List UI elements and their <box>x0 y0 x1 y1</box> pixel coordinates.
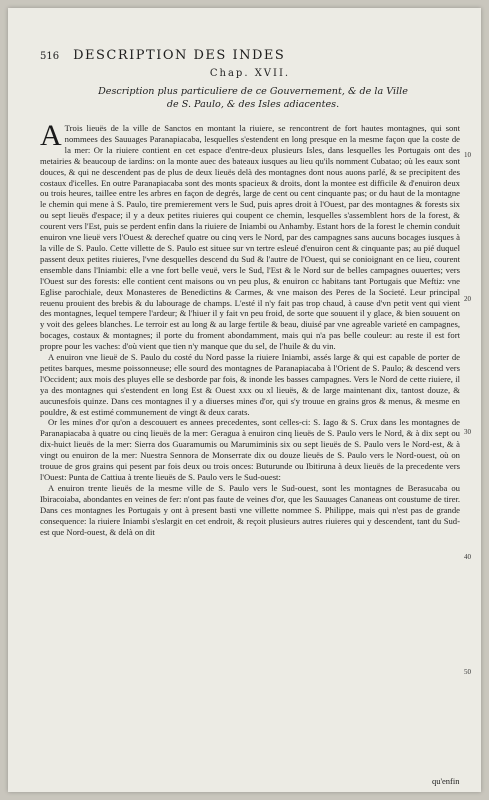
chapter-title-line-1: Description plus particuliere de ce Gouvernement, & de la Ville <box>98 86 408 97</box>
paragraph-2: A enuiron vne lieuë de S. Paulo du costé du Nord passe la riuiere Iniambi, assés large & qui est capable de porter de petites barques, mesme poissonneuse; elle sourd des montagnes de Paranapiacaba à l'Orient de S. Paulo; & descend vers l'Occident; aux mois des pluyes elle se desborde par fois, & inonde les basses campagnes. Vers le Nord de cette riuiere, il ya des montagnes qui s'estendent en long Est & Ouest xxx ou xl lieuës, & de large maintenant dix, tantost douze, & aucunesfois quinze. Dans ces montagnes il y a diuerses mines d'or, qui s'y trouue en grains gros & menus, & mesme en pouldre, & est estimé communement de vingt & deux carats. <box>40 352 460 417</box>
catchword: qu'enfin <box>432 776 460 786</box>
margin-line-number: 20 <box>464 295 471 303</box>
chapter-title-line-2: de S. Paulo, & des Isles adiacentes. <box>166 99 340 110</box>
page-header <box>40 48 460 63</box>
margin-line-number: 30 <box>464 428 471 436</box>
body-text <box>40 119 460 537</box>
chapter-number: Chap. XVII. <box>209 68 291 79</box>
running-head: DESCRIPTION DES INDES <box>73 48 286 63</box>
margin-line-number: 10 <box>464 151 471 159</box>
page-number: 516 <box>40 51 60 62</box>
margin-line-number: 40 <box>464 553 471 561</box>
paragraph-1-text: Trois lieuës de la ville de Sanctos en montant la riuiere, se rencontrent de fort hautes montagnes, qui sont nommees des Sauuages Paranapiacaba, lesquelles s'estendent en long presque en la mesme façon que la coste de la mer: Or la riuiere contient en cet espace d'entre-deux plusieurs Isles, dans lesquelles les Portugais ont des metairies & beaucoup de iardins: on la monte auec des bateaux iusques au lieu qu'ils nomment Cubatao; où les eaux sont douces, & qui ne descendent pas de plus de deux lieuës delà des montagnes dont nous auons parlé, & se precipitent des costaux d'icelles. En outre Paranapiacaba sont des monts spacieux & droits, dont la montee est difficile & d'enuiron deux ou trois heures, taillee entre les arbres en façon de degrés, large de cent ou cent cinquante pas; or du haut de la montagne le chemin qui mene à S. Paulo, tire premierement vers le Sud, puis apres droit à l'Ouest, par des montagnes & forests six ou sept lieuës d'espace; il y a deux petites riuieres qui coupent ce chemin, lesquelles s'assemblent hors de la forest, & courent vers l'Est, puis se perdent enfin dans la riuiere de Iniambi ou Anhamby. Estant hors de la forest le chemin conduit enuiron vne lieuë vers l'Ouest & derechef quatre ou cinq vers le Nord, par des campagnes sans aucuns bocages iusques à la ville de S. Paulo. Cette villette de S. Paulo est situee sur vn tertre esleué d'enuiron cent & cinquante pas; au pié duquel passent deux petites riuieres, l'vne desquelles descend du Sud & l'autre de l'Ouest, qui se conioignant en ce lieu, courent ensemble dans l'Iniambi: elle a vne fort belle veuë, vers le Sud, l'Est & le Nord sur de belles campagnes ouuertes; vers l'Ouest sur des forests: elle contient cent maisons ou vn peu plus, & enuiron cc habitans tant Portugais que Meftiz: vne Eglise parochiale, deux Monasteres de Benedictins & Carmes, & vne maison des Peres de la Societé. Leur principal reuenu prouient des brebis & du labourage de champs. L'esté il n'y fait pas trop chaud, à cause d'vn petit vent qui vient des montagnes, lequel tempere l'ardeur; & l'hiuer il y fait vn peu froid, de sorte que souuent il y glace, & bien souuent on y voit des gelees blanches. Le terroir est au long & au large fertile & beau, diuisé par vne agreable varieté en campagnes, bocages, costaux & montagnes; il porte du froment abondamment, mais qui n'a pas belle couleur: au reste il est fort propre pour les vaches: d'où vient que tien n'y manque que du sel, de l'huile & du vin. <box>40 123 460 352</box>
drop-capital: A <box>40 119 62 152</box>
paragraph-3: Or les mines d'or qu'on a descouuert es annees precedentes, sont celles-ci: S. Iago & S. Crux dans les montagnes de Paranapiacaba à quatre ou cinq lieuës de la mer: Geragua à enuiron cinq lieuës de S. Paulo vers le Nord, & à dix sept ou dix-huict lieuës de la mer: Sierra dos Guaramumis ou Marumiminis six ou sept lieuës de S. Paulo vers le Nord-est, & à vingt ou enuiron de la mer: Nuestra Sennora de Monserrate dix ou douze lieuës de S. Paulo vers le Nord-ouest, où on trouue de gros grains qui pesent par fois deux ou trois onces: Buturunde ou Ibitiruna à deux lieuës de la precedente vers l'Ouest: Punta de Cattiua à trente lieuës de S. Paulo vers le Sud-ouest: <box>40 417 460 482</box>
paragraph-1 <box>40 119 460 352</box>
paragraph-4: A enuiron trente lieuës de la mesme ville de S. Paulo vers le Sud-ouest, sont les montagnes de Berasucaba ou Ibiracoiaba, abondantes en veines de fer: n'ont pas faute de veines d'or, que les Sauuages Cananeas ont coustume de tirer. Dans ces montagnes les Portugais y ont à present basti vne villette nommee S. Philippe, mais qui n'est pas de grande consequence: la riuiere Iniambi s'eslargit en cet endroit, & reçoit plusieurs autres riuieres qui y descendent, tant du Sud-est que Nord-ouest, & delà on dit <box>40 482 460 537</box>
margin-line-number: 50 <box>464 668 471 676</box>
book-page <box>8 8 481 792</box>
chapter-title <box>48 85 458 111</box>
